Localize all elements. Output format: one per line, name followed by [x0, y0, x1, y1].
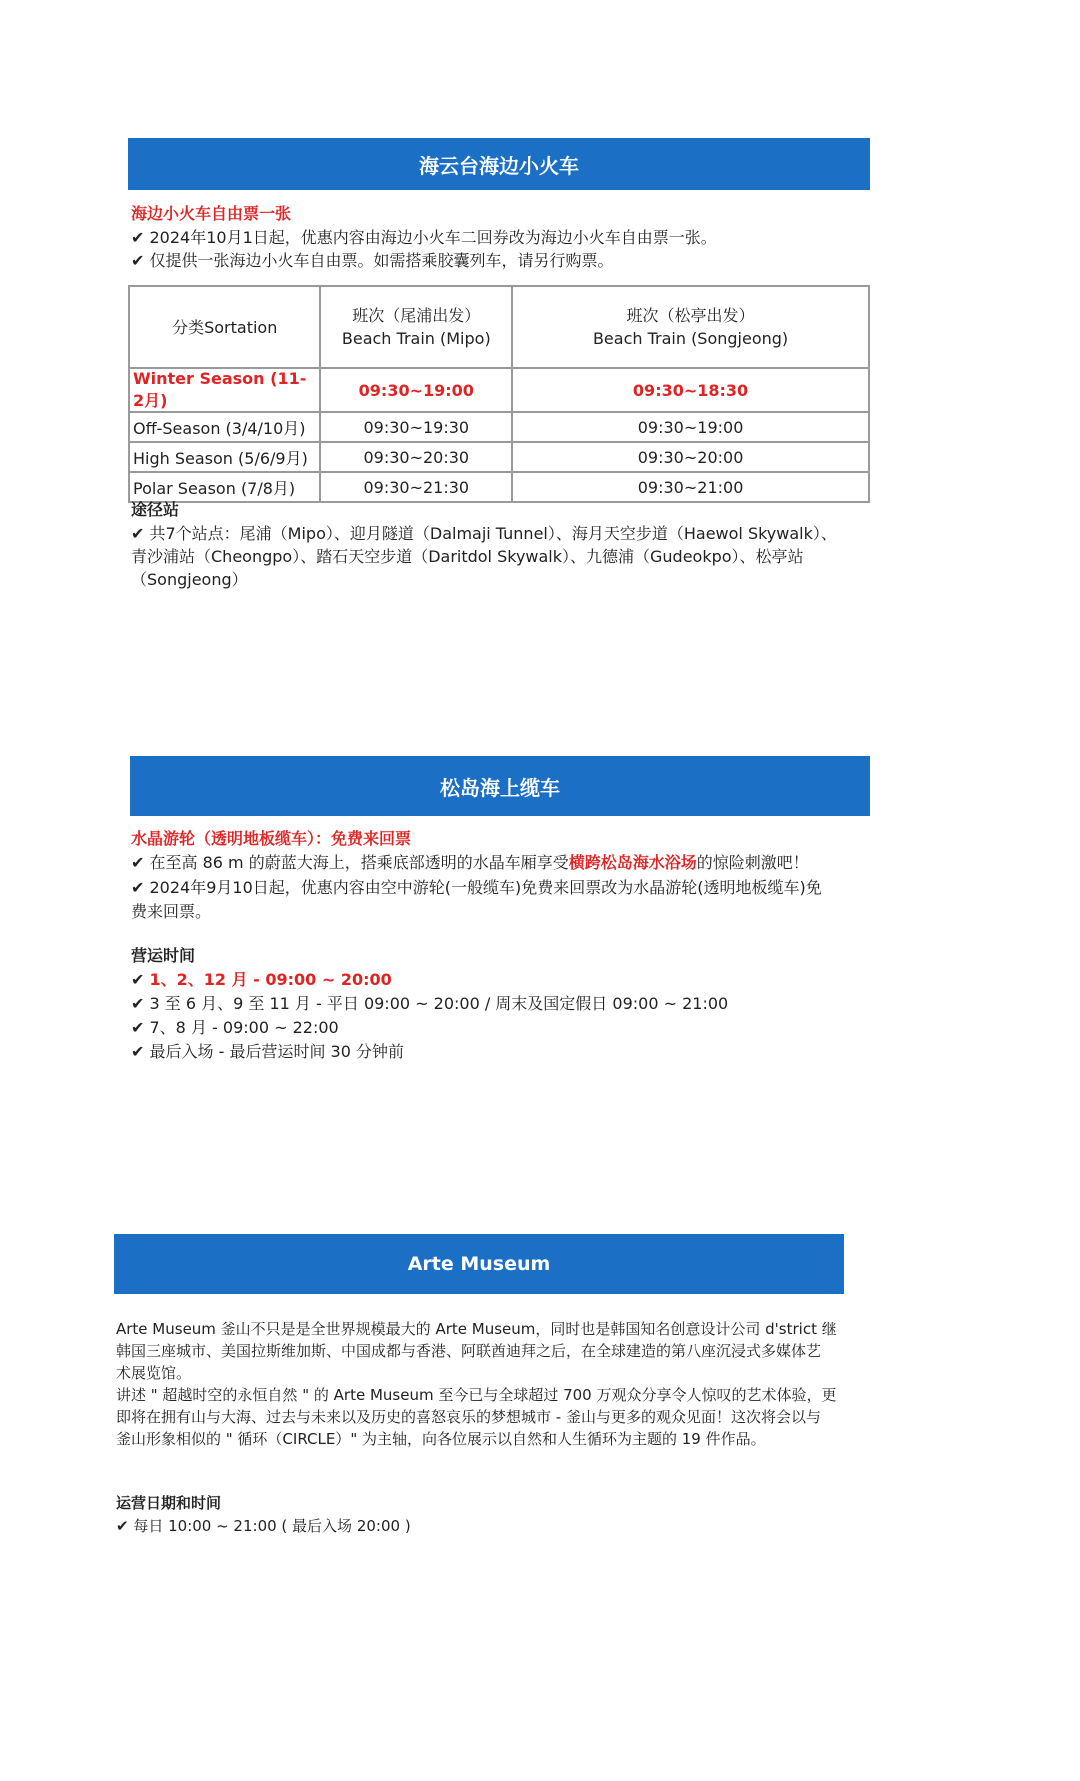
- hours-line-4: [131, 1040, 404, 1064]
- hours-line-2: [131, 992, 728, 1016]
- season-label: Off-Season (3/4/10月): [129, 412, 320, 442]
- header-mipo: [320, 286, 512, 368]
- header-songjeong: [512, 286, 869, 368]
- hours-text-3: 7、8 月 - 09:00 ~ 22:00: [149, 1018, 339, 1037]
- header-songjeong-line2: Beach Train (Songjeong): [592, 329, 789, 348]
- beach-train-schedule-table: [128, 285, 870, 503]
- section1-subtitle: 海边小火车自由票一张: [131, 204, 292, 223]
- section2-line-1: [131, 851, 809, 875]
- header-songjeong-line1: 班次（松亭出发）: [626, 306, 755, 325]
- season-label: Polar Season (7/8月): [129, 472, 320, 502]
- check-icon: ✔: [131, 970, 145, 989]
- table-row: [129, 368, 869, 412]
- header-sortation: 分类Sortation: [129, 286, 320, 368]
- section2-line-1-highlight: 横跨松岛海水浴场: [568, 853, 697, 872]
- hours-line-3: [131, 1016, 339, 1040]
- section2-banner-title: 松岛海上缆车: [440, 775, 560, 800]
- section3-hours-title: 运营日期和时间: [116, 1494, 222, 1512]
- table-row: [129, 442, 869, 472]
- songjeong-time: 09:30~18:30: [512, 368, 869, 412]
- arte-para-line-3: 术展览馆。: [116, 1364, 192, 1382]
- check-icon: ✔: [131, 994, 145, 1013]
- songjeong-time: 09:30~20:00: [512, 442, 869, 472]
- mipo-time: 09:30~20:30: [320, 442, 512, 472]
- section1-note-1: ✔ 2024年10月1日起，优惠内容由海边小火车二回券改为海边小火车自由票一张。: [131, 228, 717, 247]
- mipo-time: 09:30~19:30: [320, 412, 512, 442]
- arte-para-line-4: 讲述 " 超越时空的永恒自然 " 的 Arte Museum 至今已与全球超过 700 万观众分享令人惊叹的艺术体验，更: [116, 1386, 837, 1404]
- arte-para-line-5: 即将在拥有山与大海、过去与未来以及历史的喜怒哀乐的梦想城市 - 釜山与更多的观众见面！这次将会以与: [116, 1408, 821, 1426]
- arte-para-line-1: Arte Museum 釜山不只是是全世界规模最大的 Arte Museum，同时也是韩国知名创意设计公司 d'strict 继: [116, 1320, 837, 1338]
- section2-banner: [130, 756, 870, 816]
- hours-text-2: 3 至 6 月、9 至 11 月 - 平日 09:00 ~ 20:00 / 周末及国定假日 09:00 ~ 21:00: [149, 994, 729, 1013]
- songjeong-time: 09:30~19:00: [512, 412, 869, 442]
- section3-banner-title: Arte Museum: [407, 1253, 551, 1275]
- hours-text-4: 最后入场 - 最后营运时间 30 分钟前: [149, 1042, 404, 1061]
- mipo-time: 09:30~19:00: [320, 368, 512, 412]
- arte-para-line-6: 釜山形象相似的 " 循环（CIRCLE）" 为主轴，向各位展示以自然和人生循环为主题的 19 件作品。: [116, 1430, 766, 1448]
- songjeong-time: 09:30~21:00: [512, 472, 869, 502]
- hours-line-1: [131, 968, 392, 992]
- section1-banner-title: 海云台海边小火车: [419, 153, 579, 178]
- table-row: [129, 472, 869, 502]
- stops-line-2: 青沙浦站（Cheongpo）、踏石天空步道（Daritdol Skywalk）、九德浦（Gudeokpo）、松亭站: [131, 547, 804, 566]
- section3-hours-line: ✔ 每日 10:00 ~ 21:00 ( 最后入场 20:00 ): [116, 1517, 411, 1535]
- header-mipo-line1: 班次（尾浦出发）: [352, 306, 481, 325]
- section2-line-1-c: 的惊险刺激吧！: [696, 853, 809, 872]
- section2-hours-title: 营运时间: [131, 946, 196, 965]
- arte-para-line-2: 韩国三座城市、美国拉斯维加斯、中国成都与香港、阿联酋迪拜之后，在全球建造的第八座沉浸式多媒体艺: [116, 1342, 822, 1360]
- check-icon: ✔: [131, 1042, 145, 1061]
- section3-banner: [114, 1234, 844, 1294]
- header-mipo-line2: Beach Train (Mipo): [341, 329, 491, 348]
- section2-line-2: ✔ 2024年9月10日起，优惠内容由空中游轮(一般缆车)免费来回票改为水晶游轮(透明地板缆车)免: [131, 878, 822, 897]
- season-label: High Season (5/6/9月): [129, 442, 320, 472]
- section2-line-3: 费来回票。: [131, 902, 212, 921]
- hours-text-1: 1、2、12 月 - 09:00 ~ 20:00: [149, 970, 392, 989]
- table-row: [129, 412, 869, 442]
- section2-subtitle: 水晶游轮（透明地板缆车）：免费来回票: [131, 829, 412, 848]
- season-label: Winter Season (11-2月): [129, 368, 320, 412]
- check-icon: ✔: [131, 1018, 145, 1037]
- stops-title: 途径站: [131, 500, 180, 519]
- stops-line-1: ✔ 共7个站点：尾浦（Mipo）、迎月隧道（Dalmaji Tunnel）、海月天空步道（Haewol Skywalk）、: [131, 524, 837, 543]
- stops-line-3: （Songjeong）: [131, 570, 248, 589]
- section1-note-2: ✔ 仅提供一张海边小火车自由票。如需搭乘胶囊列车，请另行购票。: [131, 251, 614, 270]
- table-header-row: [129, 286, 869, 368]
- section2-line-1-a: ✔ 在至高 86 m 的蔚蓝大海上，搭乘底部透明的水晶车厢享受: [131, 853, 569, 872]
- mipo-time: 09:30~21:30: [320, 472, 512, 502]
- section1-banner: [128, 138, 870, 190]
